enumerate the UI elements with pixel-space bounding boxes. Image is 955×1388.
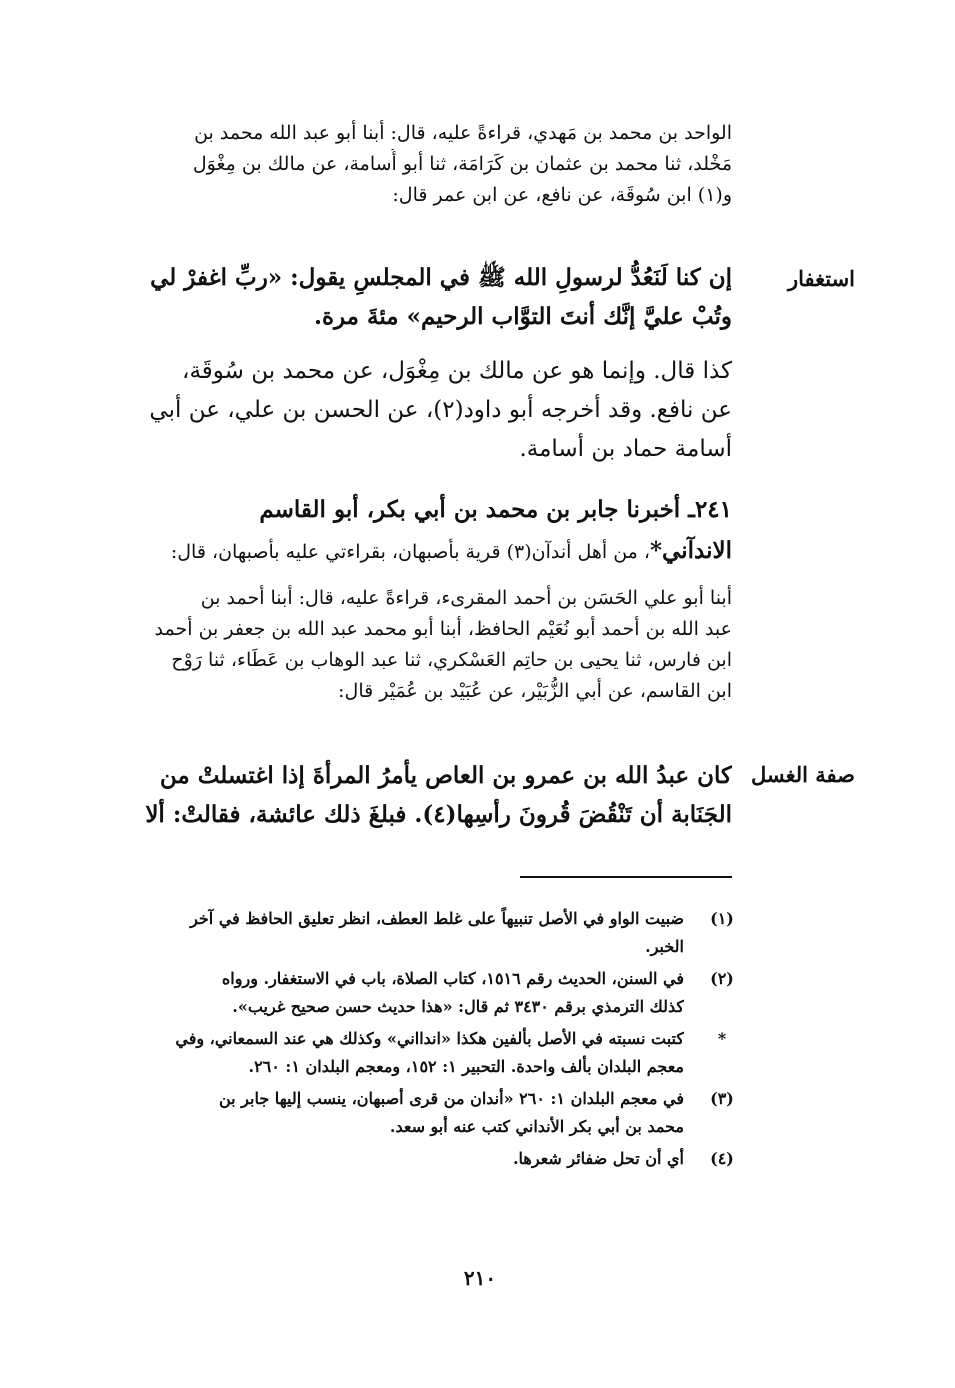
footnote-separator bbox=[520, 876, 732, 878]
footnote-4 bbox=[110, 1145, 742, 1173]
footnote-line: في السنن، الحديث رقم ١٥١٦، كتاب الصلاة، باب في الاستغفار. ورواه bbox=[221, 969, 684, 988]
text-line: الواحد بن محمد بن مَهدي، قراءةً عليه، قال: أبنا أبو عبد الله محمد بن bbox=[194, 122, 732, 144]
text-line: أسامة حماد بن أسامة. bbox=[519, 436, 732, 462]
footnote-line: ضبيت الواو في الأصل تنبيهاً على غلط العطف، انظر تعليق الحافظ في آخر bbox=[190, 909, 684, 928]
text-line: الجَنَابة أن تَنْقُضَ قُرونَ رأسِها(٤). فبلغَ ذلك عائشة، فقالتْ: ألا bbox=[145, 801, 732, 828]
text-line: مَخْلد، ثنا محمد بن عثمان بن كَرَامَة، ثنا أبو أُسامة، عن مالك بن مِغْوَل bbox=[192, 153, 732, 175]
isnad-paragraph-2 bbox=[110, 583, 732, 707]
footnote-marker: (٢) bbox=[710, 969, 734, 988]
isnad-paragraph-1 bbox=[110, 118, 732, 211]
footnote-line: في معجم البلدان ١: ٢٦٠ «أندان من قرى أصبهان، ينسب إليها جابر بن bbox=[218, 1089, 684, 1108]
text-line: إن كنا لَنَعُدُّ لرسولِ الله ﷺ في المجلسِ يقول: «ربِّ اغفرْ لي bbox=[150, 264, 732, 291]
text-line: أبنا أبو علي الحَسَن بن أحمد المقرىء، قراءةً عليه، قال: أبنا أحمد بن bbox=[200, 587, 732, 609]
text-line: ٢٤١ـ أخبرنا جابر بن محمد بن أبي بكر، أبو القاسم bbox=[259, 496, 732, 523]
text-line: كذا قال. وإنما هو عن مالك بن مِغْوَل، عن محمد بن سُوقَة، bbox=[182, 358, 732, 384]
hadith-heading-241 bbox=[110, 490, 732, 529]
footnote-marker: (٣) bbox=[710, 1089, 734, 1108]
text-segment: ، من أهل أندآن(٣) قرية بأصبهان، بقراءتي عليه بأصبهان، قال: bbox=[170, 541, 651, 563]
text-line: وتُبْ عليَّ إنَّك أنتَ التوَّاب الرحيم» مئةَ مرة. bbox=[313, 303, 732, 330]
text-line: كان عبدُ الله بن عمرو بن العاص يأمرُ المرأةَ إذا اغتسلتْ من bbox=[159, 762, 732, 789]
nisba-label: الاندآني* bbox=[650, 537, 732, 564]
footnote-line: معجم البلدان بألف واحدة. التحبير ١: ١٥٢، ومعجم البلدان ١: ٢٦٠. bbox=[248, 1057, 684, 1076]
hadith-text-1 bbox=[110, 258, 732, 336]
footnote-line: كتبت نسبته في الأصل بألفين هكذا «اندااني» وكذلك هي عند السمعاني، وفي bbox=[175, 1029, 684, 1048]
footnote-marker: * bbox=[717, 1029, 727, 1048]
footnote-line: محمد بن أبي بكر الأنداني كتب عنه أبو سعد. bbox=[389, 1117, 684, 1136]
footnote-1 bbox=[110, 905, 742, 961]
text-line: ابن فارس، ثنا يحيى بن حاتِم العَسْكري، ثنا عبد الوهاب بن عَطَاء، ثنا رَوْح bbox=[171, 649, 732, 671]
margin-note-sifat-alghusl: صفة الغسل bbox=[750, 762, 855, 787]
hadith-241-second-line bbox=[110, 535, 732, 568]
footnote-3 bbox=[110, 1085, 742, 1141]
footnote-marker: (١) bbox=[710, 909, 734, 928]
text-line: ابن القاسم، عن أبي الزُّبَيْر، عن عُبَيْد بن عُمَيْر قال: bbox=[338, 680, 732, 702]
footnote-star bbox=[110, 1025, 742, 1081]
text-line: عبد الله بن أحمد أبو نُعَيْم الحافظ، أبنا أبو محمد عبد الله بن جعفر بن أحمد bbox=[154, 618, 732, 640]
hadith-text-2 bbox=[110, 756, 732, 834]
footnote-marker: (٤) bbox=[710, 1149, 734, 1168]
footnotes bbox=[110, 905, 742, 1177]
footnote-line: كذلك الترمذي برقم ٣٤٣٠ ثم قال: «هذا حديث حسن صحيح غريب». bbox=[232, 997, 684, 1016]
text-line: عن نافع. وقد أخرجه أبو داود(٢)، عن الحسن بن علي، عن أبي bbox=[149, 397, 732, 423]
commentary-paragraph bbox=[110, 352, 732, 469]
page-number: ٢١٠ bbox=[463, 1266, 497, 1290]
footnote-2 bbox=[110, 965, 742, 1021]
footnote-line: أي أن تحل ضفائر شعرها. bbox=[512, 1149, 684, 1168]
footnote-line: الخبر. bbox=[645, 937, 684, 956]
text-line: و(١) ابن سُوقَة، عن نافع، عن ابن عمر قال: bbox=[392, 184, 732, 206]
margin-note-istighfar: استغفار bbox=[787, 266, 855, 291]
